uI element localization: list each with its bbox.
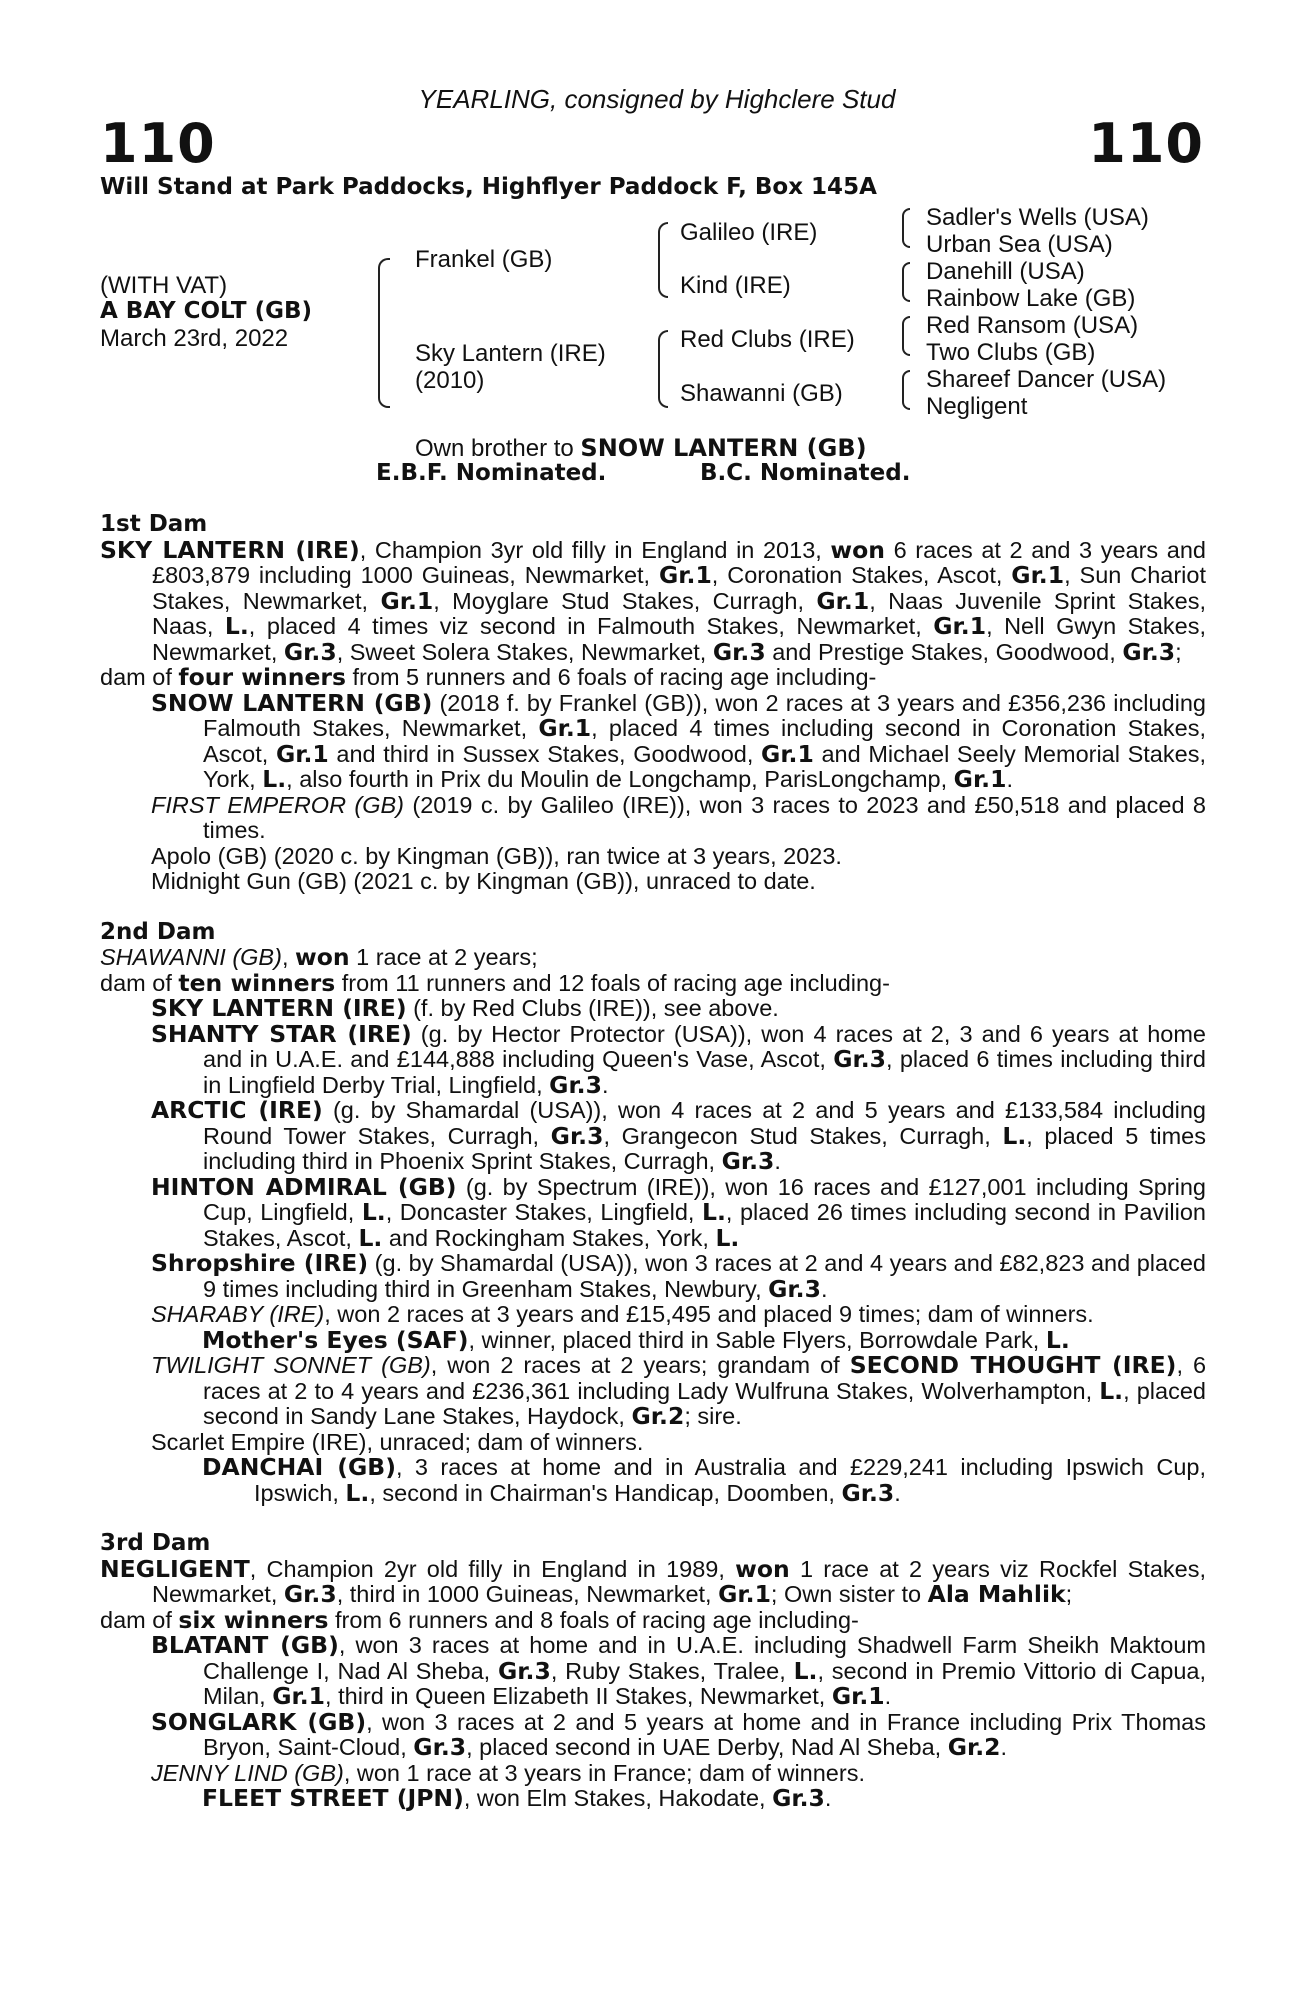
text-run: Gr.1 [953, 765, 1007, 793]
text-run: , won 2 races at 3 years and £15,495 and placed 9 times; dam of winners. [324, 1301, 1094, 1327]
text-run: won [735, 1554, 790, 1583]
text-run: ; [1065, 1581, 1073, 1607]
text-run: (f. by Red Clubs (IRE)), see above. [406, 995, 779, 1021]
text-run: , placed 5 times including third in Phoenix Sprint Stakes, Curragh, [203, 1122, 1206, 1174]
text-run: , 3 races at home and in Australia and £229,241 including Ipswich Cup, Ipswich, [254, 1454, 1206, 1506]
text-run: , placed 4 times viz second in Falmouth Stakes, Newmarket, [248, 613, 934, 639]
text-run: Gr.1 [718, 1580, 771, 1608]
text-run: . [820, 1275, 828, 1302]
text-run: ; [1175, 638, 1182, 665]
vat-note: (WITH VAT) [100, 272, 228, 299]
text-run: Gr.1 [761, 739, 814, 768]
text-run: and Prestige Stakes, Goodwood, [765, 638, 1123, 665]
text-run: , [281, 944, 295, 970]
text-run: HINTON ADMIRAL (GB) [151, 1172, 457, 1201]
dam1-produce-4: Midnight Gun (GB) (2021 c. by Kingman (GB)), unraced to date. [151, 868, 816, 894]
text-run: Gr.1 [816, 586, 870, 615]
text-run: L. [358, 1223, 383, 1252]
text-run: L. [715, 1223, 740, 1252]
pedigree-g3-8: Negligent [926, 393, 1028, 420]
text-run: Gr.1 [275, 739, 329, 768]
horse-name: A BAY COLT (GB) [100, 298, 313, 324]
pedigree-g3-1: Sadler's Wells (USA) [926, 204, 1149, 231]
text-run: BLATANT (GB) [151, 1631, 339, 1659]
text-run: , second in Chairman's Handicap, Doomben, [369, 1479, 842, 1506]
text-run: ARCTIC (IRE) [151, 1096, 323, 1124]
text-run: . [884, 1683, 892, 1709]
text-run: Gr.3 [712, 637, 766, 666]
text-run: L. [262, 765, 287, 793]
text-run: dam of [100, 1606, 179, 1633]
brace-g3-2 [902, 262, 910, 302]
dam2-produce-6-foal [100, 1325, 1206, 1354]
text-run: SONGLARK (GB) [151, 1707, 367, 1736]
dam2-produce-3 [100, 1098, 1206, 1175]
text-run: SNOW LANTERN (GB) [151, 688, 433, 717]
text-run: , Champion 3yr old filly in England in 2013, [359, 536, 831, 563]
text-run: ten winners [178, 968, 336, 997]
brace-g3-3 [902, 316, 910, 356]
text-run: dam of [100, 664, 179, 690]
pedigree-g3-4: Rainbow Lake (GB) [926, 285, 1136, 312]
text-run: , third in Queen Elizabeth II Stakes, Newmarket, [325, 1683, 832, 1709]
text-run: . [1000, 1734, 1008, 1760]
text-run: Gr.3 [768, 1274, 821, 1303]
text-run: Mother's Eyes (SAF) [202, 1325, 469, 1354]
text-run: . [1006, 766, 1013, 792]
text-run: from 6 runners and 8 foals of racing age including- [328, 1606, 859, 1633]
text-run: . [824, 1785, 832, 1811]
text-run: , Sun Chariot Stakes, Newmarket, [152, 562, 1206, 614]
text-run: , Champion 2yr old filly in England in 1989, [249, 1555, 736, 1582]
dam2-produce-8-foal [100, 1455, 1206, 1506]
dam3-produce-2 [100, 1707, 1206, 1761]
text-run: SKY LANTERN (IRE) [151, 994, 407, 1022]
text-run: L. [1099, 1376, 1124, 1405]
text-run: L. [345, 1478, 370, 1507]
text-run: (g. by Spectrum (IRE)), won 16 races and £127,001 including Spring Cup, Lingfield, [203, 1173, 1206, 1225]
text-run: Gr.1 [831, 1682, 885, 1710]
catalogue-body [100, 512, 1206, 1812]
text-run: from 11 runners and 12 foals of racing age including- [335, 969, 890, 996]
consignor-line: YEARLING, consigned by Highclere Stud [418, 84, 896, 114]
pedigree-dam-year: (2010) [415, 367, 485, 394]
text-run: DANCHAI (GB) [202, 1453, 396, 1481]
text-run: , Naas Juvenile Sprint Stakes, Naas, [152, 587, 1206, 639]
dam2-produce-intro [100, 968, 1206, 997]
lot-number-right: 110 [1088, 112, 1204, 175]
own-brother-prefix: Own brother to [415, 435, 581, 462]
text-run: Gr.3 [841, 1478, 895, 1507]
lot-number-left: 110 [100, 112, 216, 175]
text-run: , placed 4 times including second in Coronation Stakes, Ascot, [203, 715, 1206, 767]
text-run: dam of [100, 969, 179, 996]
pedigree-g3-6: Two Clubs (GB) [926, 339, 1096, 366]
text-run: won [830, 535, 885, 564]
text-run: Gr.1 [658, 561, 712, 589]
text-run: , won 3 races at home and in U.A.E. including Shadwell Farm Sheikh Maktoum Challenge I, Nad Al Sheba, [203, 1632, 1206, 1684]
text-run: NEGLIGENT [100, 1554, 250, 1583]
text-run: L. [1045, 1325, 1070, 1354]
dam1-produce-3: Apolo (GB) (2020 c. by Kingman (GB)), ran twice at 3 years, 2023. [151, 842, 842, 869]
dam1-heading: 1st Dam [100, 511, 208, 537]
brace-g3-4 [902, 370, 910, 410]
text-run: Gr.1 [1011, 561, 1065, 589]
text-run: 6 races at 2 and 3 years and £803,879 including 1000 Guineas, Newmarket, [152, 536, 1206, 588]
text-run: . [774, 1148, 781, 1174]
text-run: , won 1 race at 3 years in France; dam of winners. [343, 1759, 865, 1786]
text-run: L. [793, 1656, 818, 1685]
text-run: , also fourth in Prix du Moulin de Longchamp, ParisLongchamp, [286, 766, 954, 792]
dam2-para [100, 945, 1206, 971]
pedigree-sire: Frankel (GB) [415, 246, 553, 273]
text-run: and third in Sussex Stakes, Goodwood, [328, 740, 762, 767]
brace-gen1 [378, 258, 390, 408]
text-run: L. [361, 1198, 386, 1226]
text-run: , Ruby Stakes, Tralee, [550, 1657, 794, 1684]
text-run: (2019 c. by Galileo (IRE)), won 3 races to 2023 and £50,518 and placed 8 times. [203, 791, 1206, 843]
text-run: Gr.2 [631, 1402, 685, 1430]
text-run: and Michael Seely Memorial Stakes, York, [203, 740, 1206, 792]
dam3-heading: 3rd Dam [100, 1530, 211, 1556]
text-run: Gr.1 [933, 612, 987, 640]
text-run: Gr.1 [272, 1682, 326, 1710]
brace-sire [658, 222, 668, 298]
dam3-para [100, 1554, 1206, 1608]
own-brother-line [415, 434, 867, 463]
text-run: , Grangecon Stud Stakes, Curragh, [603, 1122, 1003, 1149]
pedigree-g2-4: Shawanni (GB) [680, 380, 843, 407]
dam2-produce-5 [100, 1251, 1206, 1302]
pedigree-g3-5: Red Ransom (USA) [926, 312, 1139, 339]
text-run: , placed second in UAE Derby, Nad Al Sheba, [466, 1734, 948, 1760]
text-run: , placed 6 times including third in Lingfield Derby Trial, Lingfield, [203, 1046, 1206, 1098]
text-run: Gr.3 [550, 1121, 604, 1150]
text-run: SHANTY STAR (IRE) [151, 1019, 412, 1048]
pedigree-g3-7: Shareef Dancer (USA) [926, 366, 1167, 393]
text-run: six winners [178, 1605, 329, 1634]
text-run: Shropshire (IRE) [151, 1249, 369, 1277]
pedigree-g2-3: Red Clubs (IRE) [680, 326, 855, 353]
dam2-produce-6 [100, 1302, 1206, 1328]
text-run: SECOND THOUGHT (IRE) [849, 1351, 1177, 1379]
pedigree-g2-2: Kind (IRE) [680, 272, 791, 299]
pedigree-dam: Sky Lantern (IRE) [415, 340, 606, 367]
dam3-produce-1 [100, 1633, 1206, 1710]
text-run: L. [224, 612, 249, 640]
text-run: , 6 races at 2 to 4 years and £236,361 including Lady Wulfruna Stakes, Wolverhampton, [203, 1352, 1207, 1404]
text-run: Ala Mahlik [927, 1580, 1066, 1608]
text-run: (2018 f. by Frankel (GB)), won 2 races at 3 years and £356,236 including Falmouth Stakes, Newmarket, [203, 689, 1206, 741]
text-run: (g. by Hector Protector (USA)), won 4 races at 2, 3 and 6 years at home and in U.A.E. and £144,888 including Queen's Vase, Ascot, [203, 1020, 1206, 1072]
text-run: Gr.3 [721, 1147, 775, 1175]
bc-nominated: B.C. Nominated. [700, 460, 911, 486]
text-run: JENNY LIND (GB) [151, 1759, 344, 1786]
text-run: four winners [178, 663, 346, 691]
text-run: , Moyglare Stud Stakes, Curragh, [433, 587, 817, 614]
dam2-produce-8: Scarlet Empire (IRE), unraced; dam of winners. [151, 1428, 644, 1455]
text-run: , third in 1000 Guineas, Newmarket, [336, 1581, 719, 1607]
text-run: ; sire. [684, 1403, 742, 1429]
brace-g3-1 [902, 208, 910, 248]
text-run: and Rockingham Stakes, York, [382, 1224, 716, 1251]
text-run: (g. by Shamardal (USA)), won 3 races at 2 and 4 years and £82,823 and placed 9 times including third in Greenham Stakes, Newbury, [203, 1250, 1206, 1302]
text-run: (g. by Shamardal (USA)), won 4 races at 2 and 5 years and £133,584 including Round Tower Stakes, Curragh, [203, 1097, 1206, 1149]
dam1-produce-2 [100, 793, 1206, 844]
pedigree-g3-2: Urban Sea (USA) [926, 231, 1113, 258]
text-run: TWILIGHT SONNET (GB) [151, 1352, 431, 1378]
dam3-produce-intro [100, 1605, 1206, 1634]
text-run: , won 2 races at 2 years; grandam of [430, 1352, 850, 1378]
dam2-heading: 2nd Dam [100, 918, 216, 945]
text-run: . [894, 1479, 901, 1506]
text-run: , placed 26 times including second in Pavilion Stakes, Ascot, [203, 1199, 1206, 1251]
text-run: , Coronation Stakes, Ascot, [711, 562, 1012, 588]
text-run: , placed second in Sandy Lane Stakes, Haydock, [203, 1377, 1206, 1429]
text-run: Gr.3 [549, 1070, 602, 1099]
text-run: , won Elm Stakes, Hakodate, [463, 1785, 773, 1811]
text-run: 1 race at 2 years viz Rockfel Stakes, Newmarket, [152, 1555, 1206, 1607]
text-run: Gr.1 [380, 586, 434, 615]
text-run: , Sweet Solera Stakes, Newmarket, [336, 638, 713, 665]
text-run: FLEET STREET (JPN) [202, 1784, 464, 1812]
text-run: Gr.3 [498, 1656, 551, 1685]
pedigree-g3-3: Danehill (USA) [926, 258, 1085, 285]
text-run: Gr.3 [283, 637, 337, 666]
stand-location: Will Stand at Park Paddocks, Highflyer Paddock F, Box 145A [100, 174, 877, 200]
dam2-produce-7 [100, 1353, 1206, 1430]
text-run: SHAWANNI (GB) [100, 944, 282, 970]
dam1-produce-1 [100, 688, 1206, 793]
text-run: Gr.2 [947, 1733, 1001, 1761]
own-brother-name: SNOW LANTERN (GB) [580, 434, 867, 462]
text-run: 1 race at 2 years; [349, 944, 538, 970]
dam3-produce-3 [100, 1761, 1206, 1787]
text-run: , won 3 races at 2 and 5 years at home and in France including Prix Thomas Bryon, Saint-Cloud, [203, 1708, 1206, 1760]
text-run: ; Own sister to [770, 1581, 928, 1607]
text-run: from 5 runners and 6 foals of racing age including- [346, 664, 877, 690]
horse-dob: March 23rd, 2022 [100, 325, 289, 352]
dam3-produce-3-foal [100, 1786, 1206, 1812]
text-run: Gr.3 [413, 1733, 467, 1761]
dam2-produce-1 [100, 996, 1206, 1022]
text-run: Gr.3 [833, 1045, 887, 1073]
dam2-produce-4 [100, 1172, 1206, 1252]
text-run: L. [1002, 1121, 1027, 1150]
brace-dam [658, 330, 668, 408]
text-run: FIRST EMPEROR (GB) [151, 791, 405, 818]
ebf-nominated: E.B.F. Nominated. [376, 460, 607, 486]
text-run: won [295, 943, 350, 971]
text-run: L. [702, 1198, 726, 1226]
text-run: , Nell Gwyn Stakes, Newmarket, [152, 613, 1207, 665]
text-run: , second in Premio Vittorio di Capua, Milan, [203, 1657, 1206, 1709]
text-run: , winner, placed third in Sable Flyers, Borrowdale Park, [468, 1326, 1046, 1353]
dam2-produce-2 [100, 1019, 1206, 1099]
text-run: SHARABY (IRE) [151, 1301, 325, 1327]
text-run: SKY LANTERN (IRE) [100, 535, 360, 564]
text-run: Gr.1 [538, 714, 592, 742]
text-run: Gr.3 [283, 1580, 337, 1608]
dam1-produce-intro [100, 665, 1206, 691]
text-run: Gr.3 [772, 1784, 825, 1812]
dam1-para [100, 535, 1207, 666]
text-run: . [601, 1071, 609, 1098]
pedigree-g2-1: Galileo (IRE) [680, 219, 818, 246]
text-run: , Doncaster Stakes, Lingfield, [385, 1199, 702, 1225]
text-run: Gr.3 [1122, 637, 1176, 666]
